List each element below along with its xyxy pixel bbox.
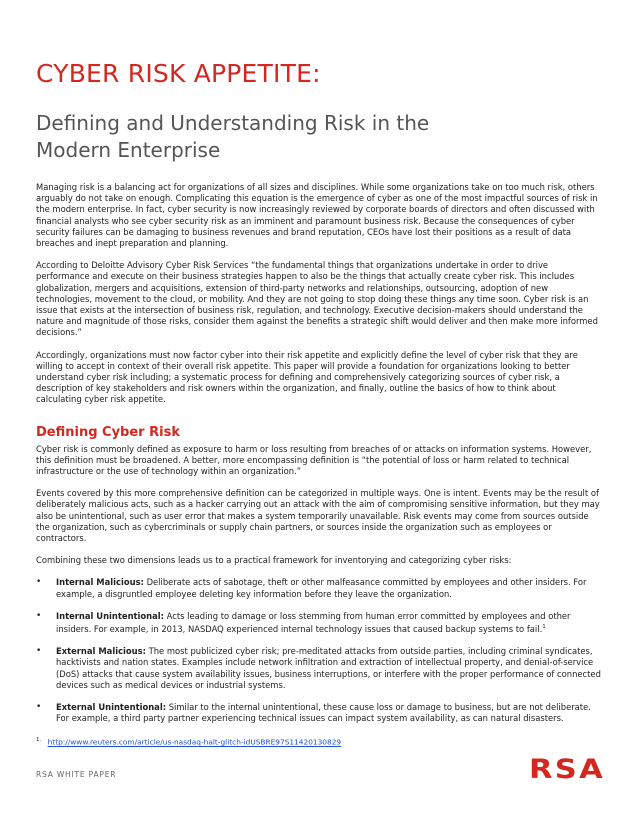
footer-label: RSA WHITE PAPER (36, 770, 117, 779)
intro-paragraph-2: According to Deloitte Advisory Cyber Risk Services “the fundamental things that organizations undertake in order to drive performance and execute on their business strategies happen to also be the things that actually create cyber risk. This includes globalization, mergers and acquisitions, extension of third-party networks and relationships, outsourcing, adoption of new technologies, movement to the cloud, or mobility. And they are not going to stop doing these things any time soon. Cyber risk is an issue that exists at the intersection of business risk, regulation, and technology. Executive decision-makers should understand the nature and magnitude of those risks, consider them against the benefits a strategic shift would deliver and then make more informed decisions.” (36, 260, 598, 338)
list-item (36, 611, 602, 635)
risk-name: External Malicious: (56, 646, 146, 657)
bullet-icon: • (36, 701, 42, 712)
section-paragraph-2: Events covered by this more comprehensive definition can be categorized in multiple ways. One is intent. Events may be the result of deliberately malicious acts, such as a hacker carrying out an attack with the aim of compromising sensitive information, but they may also be unintentional, such as user error that makes a system temporarily unavailable. Risk events may come from sources outside the organization, such as cybercriminals or supply chain partners, or sources inside the organization such as employees or contractors. (36, 488, 600, 544)
risk-list (36, 577, 602, 724)
bullet-icon: • (36, 646, 42, 657)
section-paragraph-3: Combining these two dimensions leads us to a practical framework for inventorying and categorizing cyber risks: (36, 555, 512, 566)
document-title: CYBER RISK APPETITE: (36, 59, 321, 88)
section-paragraph-1: Cyber risk is commonly defined as exposure to harm or loss resulting from breaches of or attacks on information systems. However, this definition must be broadened. A better, more encompassing definition is “the potential of loss or harm related to technical infrastructure or the use of technology within an organization.” (36, 443, 592, 477)
risk-description: Deliberate acts of sabotage, theft or other malfeasance committed by employees and other insiders. For example, a disgruntled employee deleting key information before they leave the organization. (56, 577, 587, 599)
bullet-icon: • (36, 577, 42, 588)
footnote (36, 735, 602, 747)
risk-name: Internal Malicious: (56, 577, 144, 588)
intro-paragraph-3: Accordingly, organizations must now factor cyber into their risk appetite and explicitly define the level of cyber risk that they are willing to accept in context of their overall risk appetite. This paper will provide a foundation for organizations looking to better understand cyber risk including; a systematic process for defining and comprehensively categorizing sources of cyber risk, a description of key stakeholders and risk owners within the organization, and finally, outline the basics of how to think about calculating cyber risk appetite. (36, 349, 578, 405)
section-heading: Defining Cyber Risk (36, 424, 180, 440)
list-item (36, 702, 602, 724)
document-body (36, 182, 602, 748)
bullet-icon: • (36, 610, 42, 621)
footnote-number: 1. (36, 737, 42, 744)
rsa-logo (529, 754, 605, 782)
list-item (36, 577, 602, 599)
risk-description: Acts leading to damage or loss stemming from human error committed by employees and other insiders. For example, in 2013, NASDAQ experienced internal technology issues that caused backup systems to fail. (56, 610, 571, 634)
list-item (36, 646, 602, 691)
intro-paragraph-1: Managing risk is a balancing act for organizations of all sizes and disciplines. While some organizations take on too much risk, others arguably do not take on enough. Complicating this equation is the emergence of cyber as one of the most impactful sources of risk in the modern enterprise. In fact, cyber security is now increasingly reviewed by corporate boards of directors and often discussed with financial analysts who see cyber security risk as an imminent and paramount business risk. Because the consequences of cyber security failures can be damaging to business revenues and brand reputation, CEOs have lost their positions as a result of data breaches and inept preparation and planning. (36, 182, 598, 249)
footnote-link[interactable]: http://www.reuters.com/article/us-nasdaq-halt-glitch-idUSBRE97S11420130829 (47, 737, 342, 747)
footnote-reference: 1 (542, 624, 546, 631)
rsa-logo-text: RSA (529, 754, 605, 782)
subtitle-line-2: Modern Enterprise (36, 138, 221, 162)
subtitle-line-1: Defining and Understanding Risk in the (36, 111, 430, 135)
document-subtitle (36, 110, 596, 164)
risk-name: Internal Unintentional: (56, 610, 164, 621)
risk-name: External Unintentional: (56, 701, 167, 712)
risk-description: Similar to the internal unintentional, these cause loss or damage to business, but are not deliberate. For example, a third party partner experiencing technical issues can impact system availability, as can natural disasters. (56, 701, 591, 724)
risk-description: The most publicized cyber risk; pre-meditated attacks from outside parties, including criminal syndicates, hacktivists and nation states. Examples include network infiltration and extraction of intellectual property, and denial-of-service (DoS) attacks that cause system availability issues, business interruptions, or interfere with the proper performance of connected devices such as medical devices or industrial systems. (56, 646, 601, 690)
